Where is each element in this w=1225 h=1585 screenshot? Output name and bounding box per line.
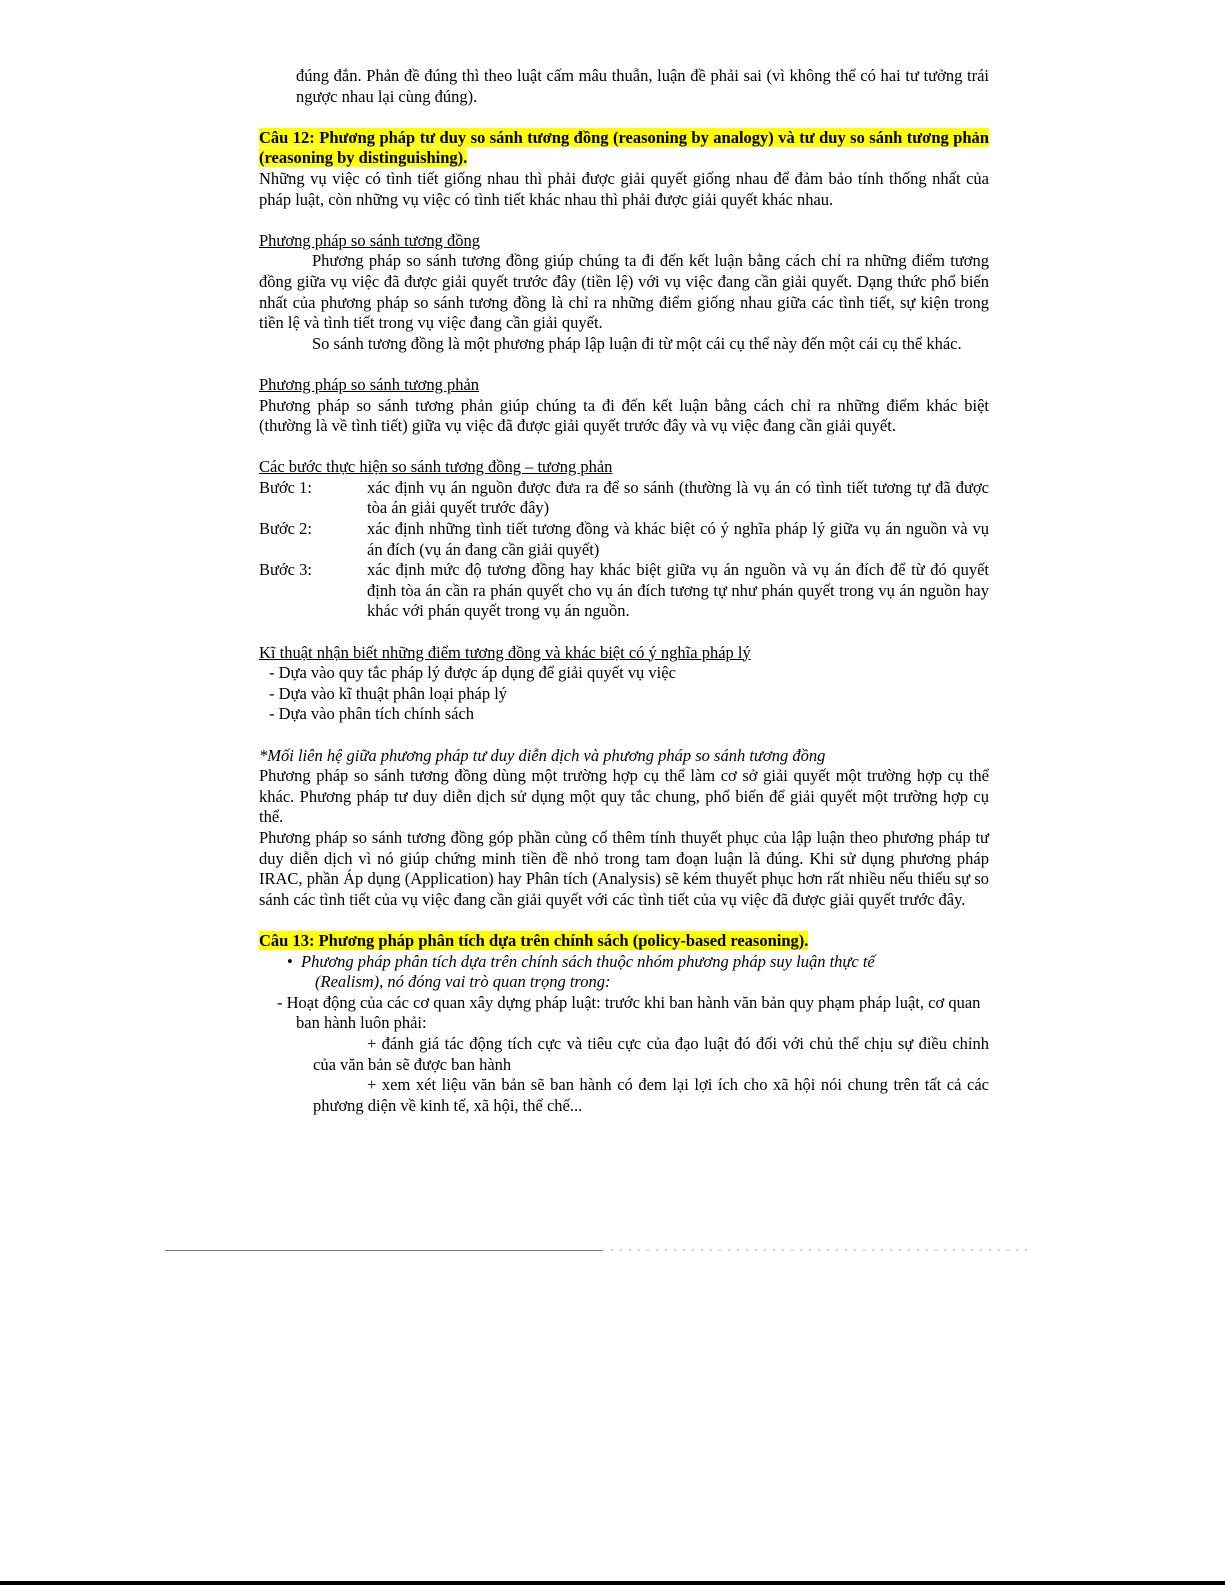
steps-title-text: Các bước thực hiện so sánh tương đồng – tương phản [259, 457, 613, 477]
bullet-line-1: Phương pháp phân tích dựa trên chính sách thuộc nhóm phương pháp suy luận thực tế [301, 951, 875, 971]
spacer [259, 622, 989, 643]
distinguish-title [259, 375, 989, 396]
document-page [259, 66, 989, 1116]
distinguish-paragraph-1: Phương pháp so sánh tương phản giúp chúng ta đi đến kết luận bằng cách chỉ ra những điểm khác biệt (thường là về tình tiết) giữa vụ việc đã được giải quyết trước đây và vụ việc đang cần giải quyết. [259, 395, 989, 436]
step-text: xác định vụ án nguồn được đưa ra để so sánh (thường là vụ án có tình tiết tương tự đã được tòa án giải quyết trước đây) [367, 477, 989, 518]
step-item [259, 560, 989, 622]
q13-plus-1: + đánh giá tác động tích cực và tiêu cực của đạo luật đó đối với chủ thể chịu sự điều chỉnh của văn bản sẽ được ban hành [313, 1033, 989, 1074]
analogy-paragraph-1: Phương pháp so sánh tương đồng giúp chúng ta đi đến kết luận bằng cách chỉ ra những điểm tương đồng giữa vụ việc đã được giải quyết trước đây (tiền lệ) với vụ việc đang cần giải quyết. Dạng thức phổ biến nhất của phương pháp so sánh tương đồng là chỉ ra những điểm giống nhau giữa các tình tiết, sự kiện trong tiền lệ và tình tiết trong vụ việc đang cần giải quyết. [259, 251, 989, 333]
spacer [259, 725, 989, 746]
spacer [259, 210, 989, 231]
bullet-line-2: (Realism), nó đóng vai trò quan trọng trong: [315, 972, 611, 992]
relation-title: *Mối liên hệ giữa phương pháp tư duy diễn dịch và phương pháp so sánh tương đồng [259, 745, 826, 765]
bottom-edge-bar [0, 1581, 1225, 1585]
bullet-text [301, 952, 989, 993]
step-text: xác định mức độ tương đồng hay khác biệt giữa vụ án nguồn và vụ án đích để từ đó quyết định tòa án cần ra phán quyết cho vụ án đích tương tự như phán quyết trong vụ án nguồn hay khác với phán quyết trong vụ án nguồn. [367, 560, 989, 621]
technique-title-text: Kĩ thuật nhận biết những điểm tương đồng và khác biệt có ý nghĩa pháp lý [259, 642, 751, 662]
technique-title [259, 643, 989, 664]
footer-dotted-line [602, 1249, 1032, 1251]
analogy-paragraph-2: So sánh tương đồng là một phương pháp lập luận đi từ một cái cụ thể này đến một cái cụ thể khác. [312, 333, 962, 353]
list-item: - Dựa vào quy tắc pháp lý được áp dụng để giải quyết vụ việc [269, 663, 676, 683]
list-item: - Dựa vào kĩ thuật phân loại pháp lý [269, 683, 508, 703]
steps-title [259, 457, 989, 478]
step-label: Bước 3: [259, 560, 312, 580]
analogy-title-text: Phương pháp so sánh tương đồng [259, 230, 480, 250]
step-label: Bước 2: [259, 519, 312, 539]
q13-heading-text: Câu 13: Phương pháp phân tích dựa trên chính sách (policy-based reasoning). [259, 930, 809, 950]
spacer [259, 437, 989, 458]
technique-list [259, 663, 989, 725]
step-item [259, 478, 989, 519]
spacer [259, 354, 989, 375]
q13-bullet [259, 952, 989, 993]
footer-divider [165, 1250, 602, 1251]
steps-list [259, 478, 989, 622]
spacer [259, 107, 989, 128]
relation-paragraph-2: Phương pháp so sánh tương đồng góp phần củng cố thêm tính thuyết phục của lập luận theo phương pháp tư duy diễn dịch vì nó giúp chứng minh tiền đề nhỏ trong tam đoạn luận là đúng. Khi sử dụng phương pháp IRAC, phần Áp dụng (Application) hay Phân tích (Analysis) sẽ kém thuyết phục hơn rất nhiều nếu thiếu sự so sánh các tình tiết của vụ việc đang cần giải quyết với các tình tiết của vụ việc đã được giải quyết trước đây. [259, 827, 989, 909]
step-text: xác định những tình tiết tương đồng và khác biệt có ý nghĩa pháp lý giữa vụ án nguồn và vụ án đích (vụ án đang cần giải quyết) [367, 519, 989, 559]
q13-activity: - Hoạt động của các cơ quan xây dựng pháp luật: trước khi ban hành văn bản quy phạm pháp luật, cơ quan ban hành luôn phải: [277, 992, 981, 1033]
step-label: Bước 1: [259, 477, 312, 497]
bullet-icon: • [287, 951, 293, 971]
q12-heading [259, 128, 989, 169]
distinguish-title-text: Phương pháp so sánh tương phản [259, 374, 480, 394]
intro-paragraph: đúng đắn. Phản đề đúng thì theo luật cấm mâu thuẫn, luận đề phải sai (vì không thể có hai tư tưởng trái ngược nhau lại cùng đúng). [296, 66, 989, 106]
relation-paragraph-1: Phương pháp so sánh tương đồng dùng một trường hợp cụ thể làm cơ sở giải quyết một trường hợp cụ thể khác. Phương pháp tư duy diễn dịch sử dụng một quy tắc chung, phổ biến để giải quyết một trường hợp cụ thể. [259, 766, 989, 827]
q13-heading [259, 931, 989, 952]
step-item [259, 519, 989, 560]
q13-plus-2: + xem xét liệu văn bản sẽ ban hành có đem lại lợi ích cho xã hội nói chung trên tất cả các phương diện về kinh tế, xã hội, thể chế... [313, 1075, 989, 1115]
list-item: - Dựa vào phân tích chính sách [269, 704, 475, 724]
q12-heading-text: Câu 12: Phương pháp tư duy so sánh tương đồng (reasoning by analogy) và tư duy so sánh tương phản (reasoning by distinguishing). [259, 127, 989, 168]
q12-intro: Những vụ việc có tình tiết giống nhau thì phải được giải quyết giống nhau để đảm bảo tính thống nhất của pháp luật, còn những vụ việc có tình tiết khác nhau thì phải được giải quyết khác nhau. [259, 168, 989, 209]
analogy-title [259, 231, 989, 252]
spacer [259, 910, 989, 931]
